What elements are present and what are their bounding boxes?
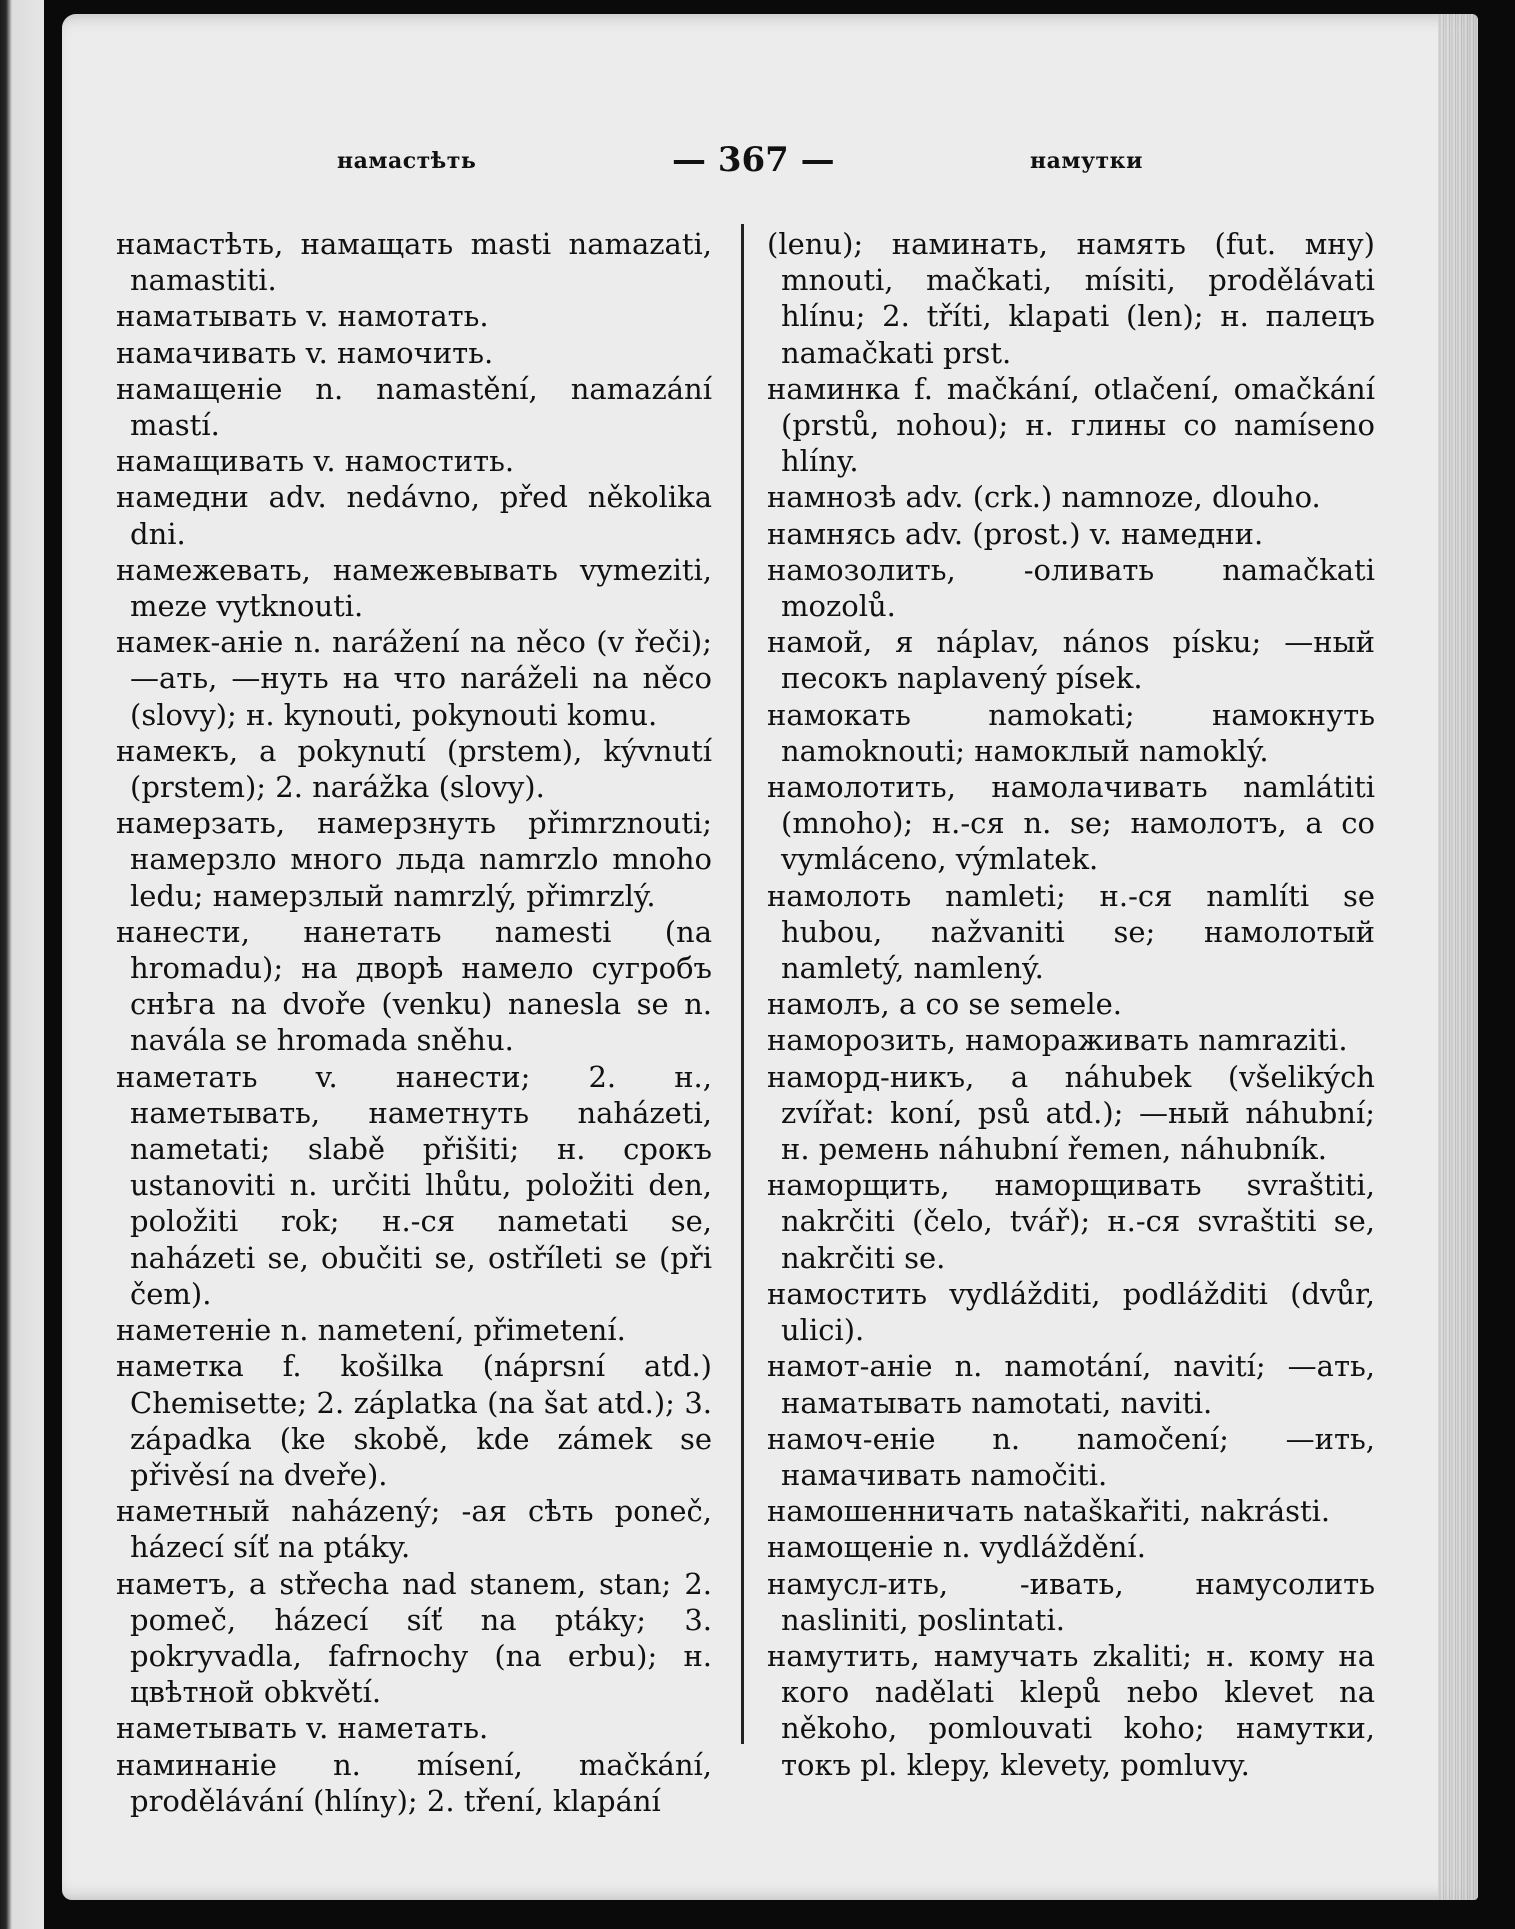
entry: намерзать, намерзнуть přimrznouti; намерзло много льда namrzlo mnoho ledu; намерзлый namrzlý, přimrzlý. <box>116 806 712 913</box>
running-head-left: намастѣть <box>337 148 477 174</box>
entry: намот-аніе n. namotání, navití; —ать, наматывать namotati, naviti. <box>767 1349 1375 1420</box>
entry: намолоть namleti; н.-ся namlíti se hubou, nažvaniti se; намолотый namletý, namlený. <box>767 878 1375 986</box>
entry: намащивать v. намостить. <box>116 444 515 479</box>
entry: намек-аніе n. narážení na něco (v řeči); —ать, —нуть на что naráželi na něco (slovy); н. kynouti, pokynouti komu. <box>116 625 712 732</box>
dictionary-page <box>62 14 1478 1900</box>
entry: намокать namokati; намокнуть namoknouti; намоклый namoklý. <box>767 697 1375 768</box>
entry: наметывать v. наметать. <box>116 1711 489 1746</box>
right-column <box>767 226 1375 1783</box>
entry: наморд-никъ, а náhubek (všelikých zvířat: koní, psů atd.); —ный náhubní; н. ремень náhubní řemen, náhubník. <box>767 1059 1375 1167</box>
entry: намнясь adv. (prost.) v. намедни. <box>767 516 1264 551</box>
entry: наметеніе n. nametení, přimetení. <box>116 1313 626 1348</box>
entry: намостить vydlážditi, podlážditi (dvůr, ulici). <box>767 1276 1375 1348</box>
entry: наминка f. mačkání, otlačení, omačkání (prstů, nohou); н. глины co namíseno hlíny. <box>767 371 1375 479</box>
left-column <box>116 226 712 1819</box>
entry: намастѣть, намащать masti namazati, namastiti. <box>116 227 712 298</box>
page-number: — 367 — <box>672 140 835 180</box>
entry: намедни adv. nedávno, před několika dni. <box>116 480 712 551</box>
column-divider <box>741 224 744 1744</box>
entry: намой, я náplav, nános písku; —ный песокъ naplavený písek. <box>767 625 1375 696</box>
entry: нанести, нанетать namesti (na hromadu); на дворѣ намело сугробъ снѣга na dvoře (venku) nanesla se n. navála se hromada sněhu. <box>116 914 712 1058</box>
entry: намусл-ить, -ивать, намусолить naslinitі, poslintati. <box>767 1566 1375 1637</box>
adjacent-page-edge <box>0 0 44 1929</box>
entry: намоч-еніе n. namočení; —ить, намачивать namočiti. <box>767 1421 1375 1492</box>
entry: намолотить, намолачивать namlátiti (mnoho); н.-ся n. se; намолотъ, а co vymláceno, výmlatek. <box>767 770 1375 877</box>
entry: наметать v. нанести; 2. н., наметывать, наметнуть naházeti, nametati; slabě přišiti; н. срокъ ustanoviti n. určiti lhůtu, položiti den, položiti rok; н.-ся nametati se, naházeti se, obučiti se, ostříleti se (při čem). <box>116 1059 712 1311</box>
entry: намолъ, а co se semele. <box>767 987 1122 1022</box>
entry: (lenu); наминать, намять (fut. мну) mnouti, mačkati, mísiti, prodělávati hlínu; 2. tříti, klapati (len); н. палецъ namačkati prst. <box>767 227 1375 370</box>
entry: наматывать v. намотать. <box>116 299 489 334</box>
entry: намутить, намучать zkaliti; н. кому на кого nadělati klepů nebo klevet na někoho, pomlouvati koho; намутки, токъ pl. klepy, klevety, pomluvy. <box>767 1638 1375 1782</box>
running-head-right: намутки <box>1030 148 1143 174</box>
entry: намежевать, намежевывать vymeziti, meze vytknouti. <box>116 552 712 624</box>
entry: намащеніе n. namastění, namazání mastí. <box>116 371 712 443</box>
entry: наминаніе n. mísení, mačkání, prodělávání (hlíny); 2. tření, klapání <box>116 1747 712 1818</box>
entry: намекъ, а pokynutí (prstem), kývnutí (prstem); 2. narážka (slovy). <box>116 733 712 805</box>
entry: наметъ, а střecha nad stanem, stan; 2. pomeč, házecí síť na ptáky; 3. pokryvadla, fafrnochy (na erbu); н. цвѣтной obkvětí. <box>116 1566 712 1710</box>
entry: намачивать v. намочить. <box>116 335 494 370</box>
entry: намозолить, -оливать namačkati mozolů. <box>767 552 1375 624</box>
running-head <box>62 140 1478 180</box>
entry: наметный naházený; -ая сѣть poneč, házecí síť na ptáky. <box>116 1494 712 1565</box>
entry: наметка f. košilka (náprsní atd.) Chemisette; 2. záplatka (na šat atd.); 3. západka (ke skobě, kde zámek se přivěsí na dveře). <box>116 1349 712 1492</box>
entry: наморозить, намораживать namraziti. <box>767 1023 1348 1058</box>
entry: намнозѣ adv. (crk.) namnoze, dlouho. <box>767 480 1321 515</box>
entry: намошенничать nataškařiti, nakrásti. <box>767 1494 1331 1529</box>
entry: наморщить, наморщивать svraštiti, nakrčiti (čelo, tvář); н.-ся svraštiti se, nakrčiti se. <box>767 1168 1375 1275</box>
page-stack-edge <box>1438 14 1478 1900</box>
entry: намощеніе n. vydláždění. <box>767 1530 1146 1565</box>
